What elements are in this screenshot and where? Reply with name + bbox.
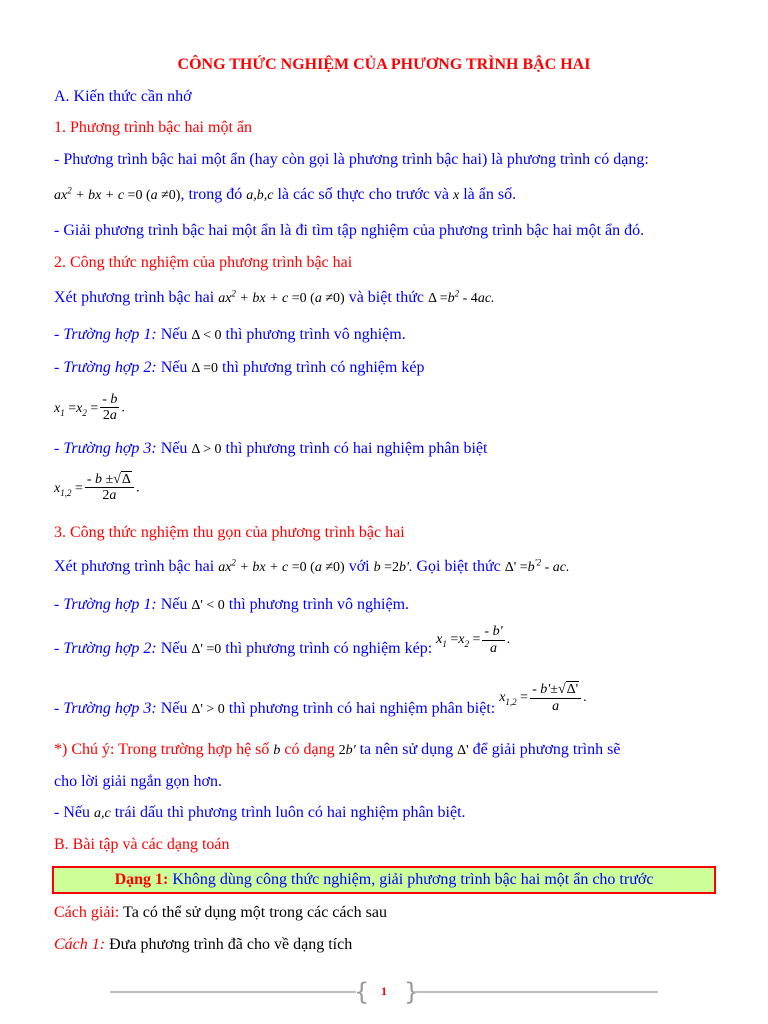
- two-roots-formula: $x_{1,2}$ = $\frac{- b \pm√\Delta}{2a}$ .: [54, 472, 140, 504]
- definition-paragraph: - Phương trình bậc hai một ẩn (hay còn gọi là phương trình bậc hai) là phương trình có dạng:: [54, 151, 649, 168]
- case-3-line: - Trường hợp 3: Nếu Δ > 0 thì phương trình có hai nghiệm phân biệt: [54, 440, 488, 457]
- page-title: CÔNG THỨC NGHIỆM CỦA PHƯƠNG TRÌNH BẬC HAI: [177, 56, 591, 73]
- solving-definition: - Giải phương trình bậc hai một ẩn là đi tìm tập nghiệm của phương trình bậc hai một ẩn đó.: [54, 222, 645, 239]
- note-line-2: cho lời giải ngắn gọn hơn.: [54, 773, 223, 790]
- delta-greater-zero: Δ > 0: [191, 442, 222, 457]
- page-number: 1: [381, 984, 387, 998]
- subsection-3-heading: 3. Công thức nghiệm thu gọn của phương trình bậc hai: [54, 524, 405, 541]
- footer-rule-right: [414, 991, 658, 993]
- delta-equal-zero: Δ =0: [191, 361, 218, 376]
- double-root-formula: $x_1 =x_2$ = $\frac{- b}{2a}$ .: [54, 392, 125, 424]
- cach-1-line: Cách 1: Đưa phương trình đã cho về dạng tích: [54, 936, 353, 953]
- definition-formula-line: $ax^2$ + bx + c =0 (a ≠0), trong đó a,b,c là các số thực cho trước và x là ẩn số.: [54, 185, 517, 203]
- right-brace-icon: }: [404, 978, 420, 1006]
- reduced-case-1-line: - Trường hợp 1: Nếu Δ' < 0 thì phương trình vô nghiệm.: [54, 596, 410, 613]
- quadratic-equation-formula: $ax^2$ + bx + c =0 (a ≠0): [218, 288, 345, 306]
- reduced-case-3-line: - Trường hợp 3: Nếu Δ' > 0 thì phương trình có hai nghiệm phân biệt: $x_{1,2}$ = $\frac{- b'\pm√\Delta'}{a}$ .: [54, 682, 587, 717]
- case-1-line: - Trường hợp 1: Nếu Δ < 0 thì phương trình vô nghiệm.: [54, 326, 406, 343]
- dang-1-box: [52, 866, 716, 894]
- case-2-line: - Trường hợp 2: Nếu Δ =0 thì phương trình có nghiệm kép: [54, 359, 425, 376]
- xet-line-1: Xét phương trình bậc hai $ax^2$ + bx + c =0 (a ≠0) và biệt thức $\Delta =b^2 - 4ac$.: [54, 288, 495, 306]
- delta-prime-equal-zero: Δ' =0: [191, 642, 222, 657]
- footer-rule-left: [110, 991, 356, 993]
- quadratic-equation-formula: $ax^2$ + bx + c =0 (a ≠0): [218, 557, 345, 575]
- b-equals-2b-prime: b =2b'.: [373, 560, 413, 575]
- coefficients-abc: a,b,c: [246, 188, 274, 203]
- dang-1-label: Dạng 1:: [114, 871, 169, 888]
- delta-prime-less-zero: Δ' < 0: [191, 598, 225, 613]
- section-b-heading: B. Bài tập và các dạng toán: [54, 836, 230, 853]
- reduced-double-root-formula: $x_1 =x_2$ = $\frac{- b'}{a}$ .: [436, 624, 511, 656]
- reduced-case-2-line: - Trường hợp 2: Nếu Δ' =0 thì phương trình có nghiệm kép: $x_1 =x_2$ = $\frac{- b'}{a}$ .: [54, 624, 511, 657]
- cach-giai-line: Cách giải: Ta có thể sử dụng một trong các cách sau: [54, 904, 387, 921]
- note-line-1: *) Chú ý: Trong trường hợp hệ số b có dạng 2b' ta nên sử dụng Δ' để giải phương trình sẽ: [54, 741, 621, 758]
- reduced-discriminant-formula: $\Delta' =b^{'2}$ - ac.: [504, 557, 570, 575]
- delta-less-zero: Δ < 0: [191, 328, 222, 343]
- subsection-1-heading: 1. Phương trình bậc hai một ẩn: [54, 119, 252, 136]
- opposite-sign-note: - Nếu a,c trái dấu thì phương trình luôn có hai nghiệm phân biệt.: [54, 804, 466, 821]
- section-a-heading: A. Kiến thức cần nhớ: [54, 88, 192, 105]
- xet-line-2: Xét phương trình bậc hai $ax^2$ + bx + c =0 (a ≠0) với b =2b'. Gọi biệt thức $\Delta' =b^{'2}$ - ac.: [54, 557, 570, 575]
- subsection-2-heading: 2. Công thức nghiệm của phương trình bậc hai: [54, 254, 353, 271]
- discriminant-formula: $\Delta =b^2 - 4ac$.: [428, 288, 495, 306]
- page-footer: [110, 980, 658, 1004]
- delta-prime-greater-zero: Δ' > 0: [191, 702, 225, 717]
- left-brace-icon: {: [354, 978, 370, 1006]
- dang-1-text: Không dùng công thức nghiệm, giải phương trình bậc hai một ẩn cho trước: [172, 871, 654, 888]
- variable-x: x: [453, 188, 460, 203]
- reduced-two-roots-formula: $x_{1,2}$ = $\frac{- b'\pm√\Delta'}{a}$ .: [499, 682, 587, 714]
- quadratic-equation-formula: $ax^2$ + bx + c =0 (a ≠0): [54, 185, 181, 203]
